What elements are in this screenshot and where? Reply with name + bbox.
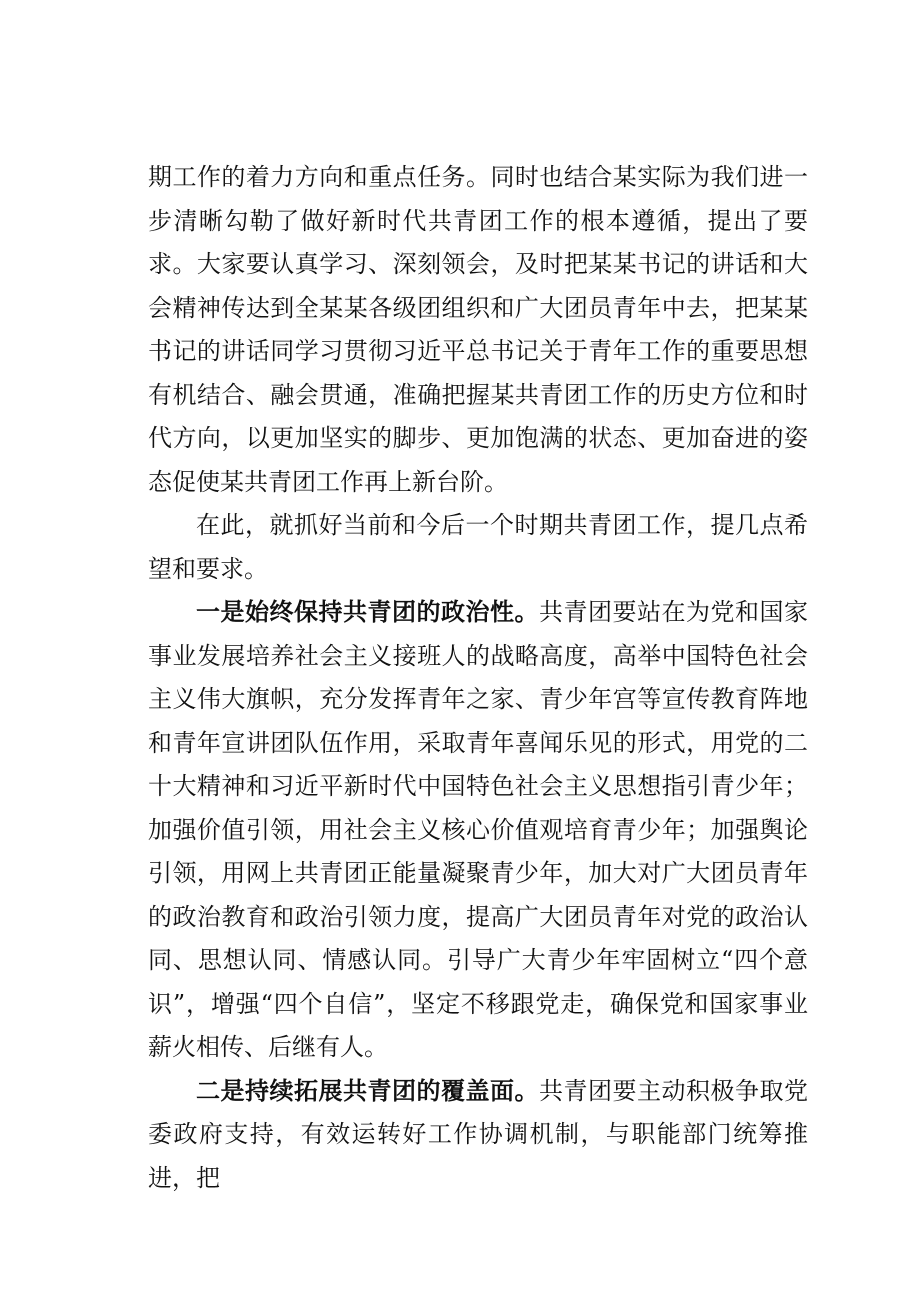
paragraph-continuation	[148, 156, 808, 504]
paragraph-heading: 一是始终保持共青团的政治性。	[196, 598, 539, 626]
paragraph-text: 期工作的着力方向和重点任务。同时也结合某实际为我们进一步清晰勾勒了做好新时代共青团工作的根本遵循，提出了要求。大家要认真学习、深刻领会，及时把某某书记的讲话和大会精神传达到全某某各级团组织和广大团员青年中去，把某某书记的讲话同学习贯彻习近平总书记关于青年工作的重要思想有机结合、融会贯通，准确把握某共青团工作的历史方位和时代方向，以更加坚实的脚步、更加饱满的状态、更加奋进的姿态促使某共青团工作再上新台阶。	[148, 163, 808, 496]
paragraph-intro	[148, 504, 808, 591]
document-body	[148, 156, 808, 1200]
paragraph-point-one	[148, 591, 808, 1070]
paragraph-text: 在此，就抓好当前和今后一个时期共青团工作，提几点希望和要求。	[148, 511, 808, 583]
paragraph-text: 共青团要站在为党和国家事业发展培养社会主义接班人的战略高度，高举中国特色社会主义伟大旗帜，充分发挥青年之家、青少年宫等宣传教育阵地和青年宣讲团队伍作用，采取青年喜闻乐见的形式，用党的二十大精神和习近平新时代中国特色社会主义思想指引青少年；加强价值引领，用社会主义核心价值观培育青少年；加强舆论引领，用网上共青团正能量凝聚青少年，加大对广大团员青年的政治教育和政治引领力度，提高广大团员青年对党的政治认同、思想认同、情感认同。引导广大青少年牢固树立“四个意识”，增强“四个自信”，坚定不移跟党走，确保党和国家事业薪火相传、后继有人。	[148, 598, 808, 1061]
paragraph-point-two	[148, 1070, 808, 1201]
paragraph-text: 共青团要主动积极争取党委政府支持，有效运转好工作协调机制，与职能部门统筹推进，把	[148, 1076, 808, 1192]
paragraph-heading: 二是持续拓展共青团的覆盖面。	[196, 1076, 539, 1105]
